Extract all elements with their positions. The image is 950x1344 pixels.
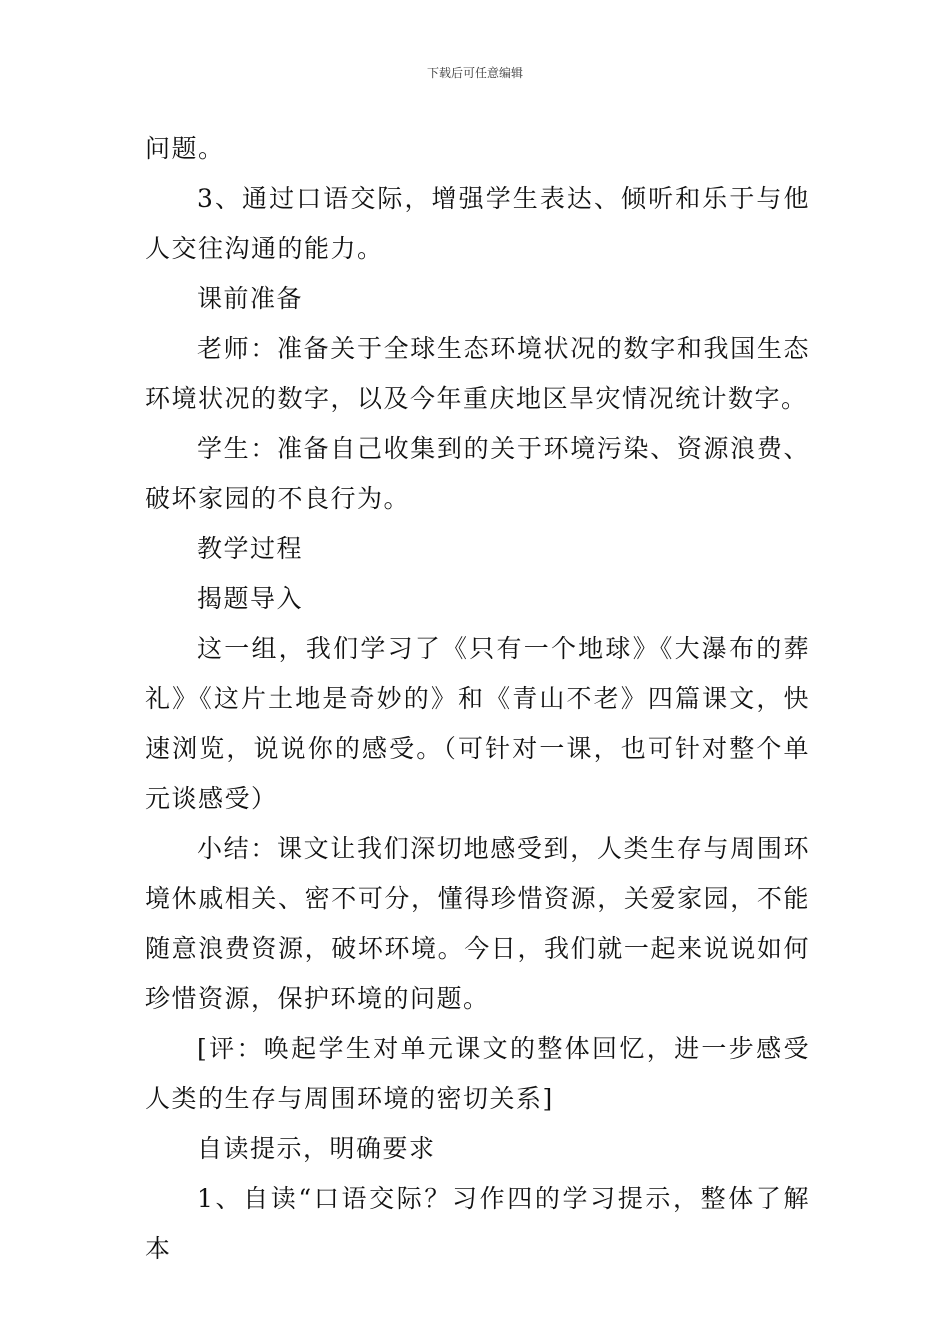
paragraph-introduction: 这一组，我们学习了《只有一个地球》《大瀑布的葬礼》《这片土地是奇妙的》和《青山不老》四篇课文，快速浏览，说说你的感受。（可针对一课，也可针对整个单元谈感受） — [145, 634, 810, 813]
paragraph-continuation: 问题。 — [145, 134, 225, 163]
document-body — [145, 124, 810, 1274]
section-heading-introduction: 揭题导入 — [197, 584, 304, 613]
paragraph-goal-3: 3、通过口语交际，增强学生表达、倾听和乐于与他人交往沟通的能力。 — [145, 184, 810, 263]
section-heading-process: 教学过程 — [197, 534, 304, 563]
paragraph-step-1: 1、自读“口语交际？习作四的学习提示，整体了解本 — [145, 1184, 810, 1263]
paragraph-student-preparation: 学生：准备自己收集到的关于环境污染、资源浪费、破坏家园的不良行为。 — [145, 434, 810, 513]
paragraph-comment: [评：唤起学生对单元课文的整体回忆，进一步感受人类的生存与周围环境的密切关系] — [145, 1034, 810, 1113]
section-heading-preparation: 课前准备 — [197, 284, 304, 313]
paragraph-summary: 小结：课文让我们深切地感受到，人类生存与周围环境休戚相关、密不可分，懂得珍惜资源，关爱家园，不能随意浪费资源，破坏环境。今日，我们就一起来说说如何珍惜资源，保护环境的问题。 — [145, 834, 810, 1013]
paragraph-teacher-preparation: 老师：准备关于全球生态环境状况的数字和我国生态环境状况的数字，以及今年重庆地区旱灾情况统计数字。 — [145, 334, 810, 413]
page-header-note: 下载后可任意编辑 — [426, 66, 523, 80]
section-heading-self-reading: 自读提示，明确要求 — [197, 1134, 436, 1163]
